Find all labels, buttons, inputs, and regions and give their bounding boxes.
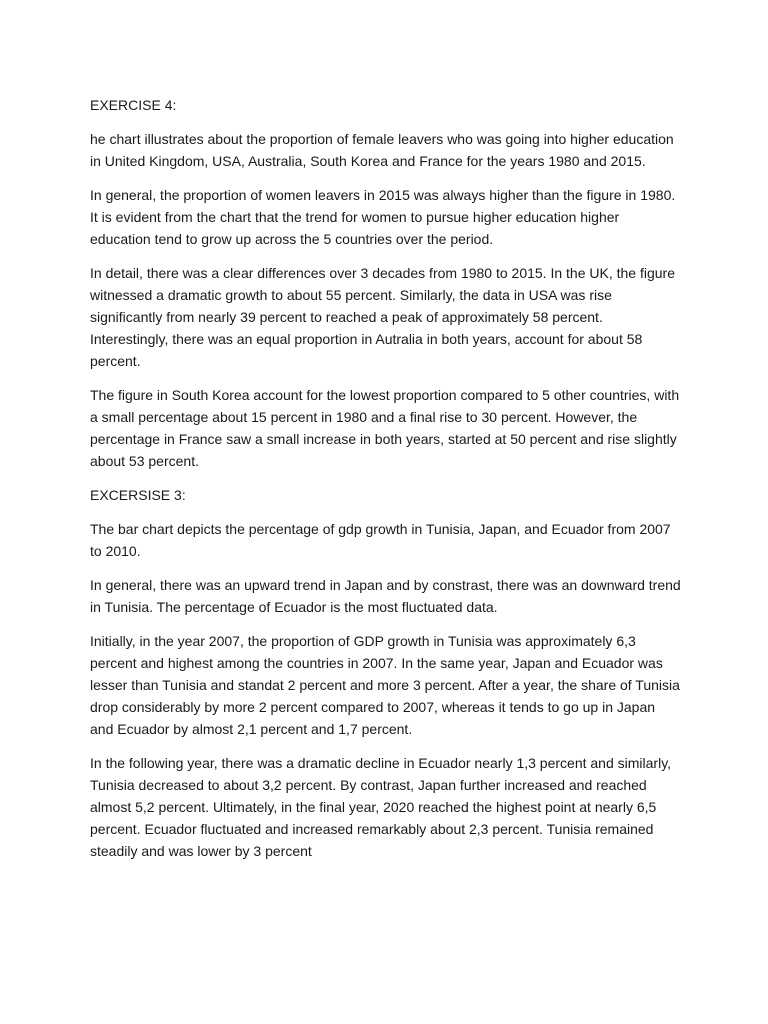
paragraph: In the following year, there was a dramatic decline in Ecuador nearly 1,3 percent and similarly, Tunisia decreased to about 3,2 percent. By contrast, Japan further increased and reached almost 5,2 percent. Ultimately, in the final year, 2020 reached the highest point at nearly 6,5 percent. Ecuador fluctuated and increased remarkably about 2,3 percent. Tunisia remained steadily and was lower by 3 percent xyxy=(90,755,672,859)
paragraph: Initially, in the year 2007, the proportion of GDP growth in Tunisia was approximately 6,3 percent and highest among the countries in 2007. In the same year, Japan and Ecuador was lesser than Tunisia and standat 2 percent and more 3 percent. After a year, the share of Tunisia drop considerably by more 2 percent compared to 2007, whereas it tends to go up in Japan and Ecuador by almost 2,1 percent and 1,7 percent. xyxy=(90,633,680,737)
paragraph: he chart illustrates about the proportion of female leavers who was going into higher education in United Kingdom, USA, Australia, South Korea and France for the years 1980 and 2015. xyxy=(90,131,674,169)
document-page xyxy=(90,94,682,874)
section-heading-exercise-3: EXCERSISE 3: xyxy=(90,487,186,503)
paragraph: The figure in South Korea account for the lowest proportion compared to 5 other countries, with a small percentage about 15 percent in 1980 and a final rise to 30 percent. However, the percentage in France saw a small increase in both years, started at 50 percent and rise slightly about 53 percent. xyxy=(90,387,680,469)
paragraph: In general, the proportion of women leavers in 2015 was always higher than the figure in 1980. It is evident from the chart that the trend for women to pursue higher education higher education tend to grow up across the 5 countries over the period. xyxy=(90,187,676,247)
section-heading-exercise-4: EXERCISE 4: xyxy=(90,97,177,113)
paragraph: In detail, there was a clear differences over 3 decades from 1980 to 2015. In the UK, the figure witnessed a dramatic growth to about 55 percent. Similarly, the data in USA was rise significantly from nearly 39 percent to reached a peak of approximately 58 percent. Interestingly, there was an equal proportion in Autralia in both years, account for about 58 percent. xyxy=(90,265,675,369)
paragraph: The bar chart depicts the percentage of gdp growth in Tunisia, Japan, and Ecuador from 2007 to 2010. xyxy=(90,521,671,559)
paragraph: In general, there was an upward trend in Japan and by constrast, there was an downward trend in Tunisia. The percentage of Ecuador is the most fluctuated data. xyxy=(90,577,681,615)
